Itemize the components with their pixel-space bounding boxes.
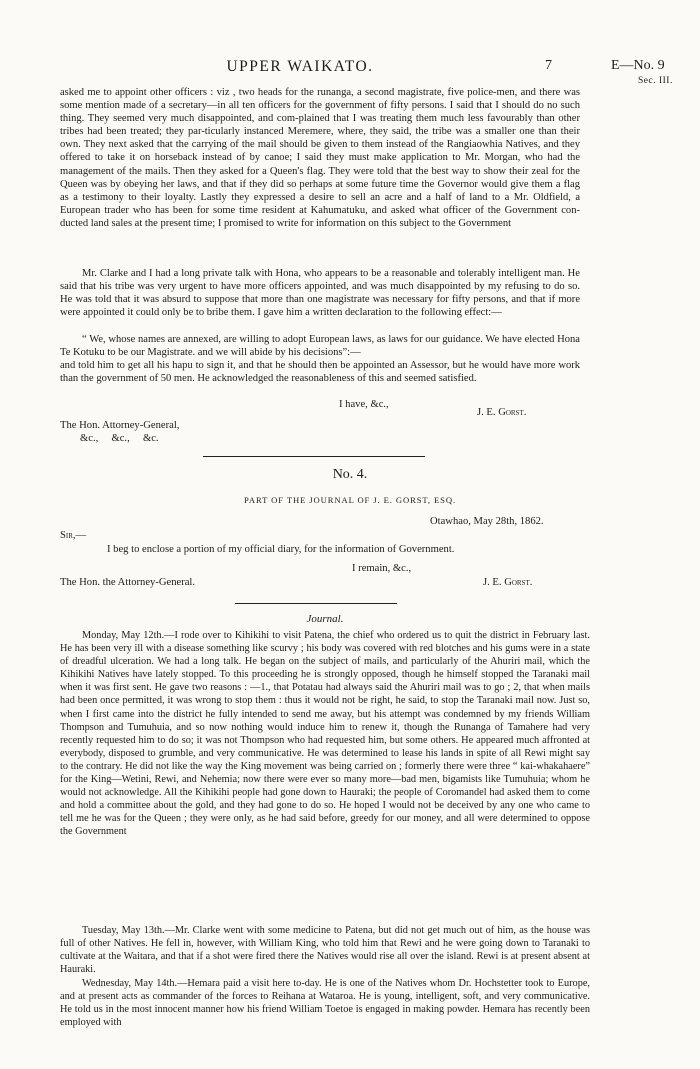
letter-paragraph-4: and told him to get all his hapu to sign it, and that he should then be appointed an Assessor, but he would have more work than the government of 50 men. He acknowledged the reasonableness of this and seemed satisfied. <box>60 360 580 385</box>
salutation: Sir,— <box>60 530 87 541</box>
section-number-heading: No. 4. <box>332 467 368 482</box>
section-subtitle: PART OF THE JOURNAL OF J. E. GORST, ESQ. <box>243 495 456 505</box>
addressee-line-1: The Hon. Attorney-General, <box>60 420 180 431</box>
running-header-title: UPPER WAIKATO. <box>226 58 374 75</box>
journal-heading: Journal. <box>306 613 344 625</box>
letter-paragraph-1: asked me to appoint other officers : viz , two heads for the runanga, a second magistrate, five police-men, and there was some mention made of a secretary—in all ten officers for the government of fifty persons. I said that I should do no such thing. They seemed very much disappointed, and com-plained that I was treating them much less favourably than other tribes had been treated; they par-ticularly instanced Meremere, where, they said, the tribe was a smaller one than their own. They next asked that the carrying of the mail should be given to them instead of the Rangiaowhia Natives, and they offered to take it on horseback instead of by canoe; I said they must make application to Mr. Morgan, who had the management of the mails. Then they asked for a Queen's flag. They were told that the best way to show their zeal for the Queen was by obeying her laws, and that if they did so perhaps at some future time the Governor would give them a flag as a testimony to their loyalty. Lastly they expressed a desire to sell an acre and a half of land to a Mr. Oldfield, a European trader who has been for some time resident at Kahumatuku, and asked what officer of the Government con-ducted land sales at the present time; I promised to write for information on this subject to the Government <box>60 87 580 229</box>
letter-closing: I have, &c., <box>339 399 389 410</box>
section-reference: Sec. III. <box>638 76 673 86</box>
declaration-quote: “ We, whose names are annexed, are willing to adopt European laws, as laws for our guidance. We have elected Hona Te Kotuku to be our Magistrate. and we will abide by his decisions”:— <box>60 334 580 359</box>
place-date: Otawhao, May 28th, 1862. <box>430 516 544 527</box>
journal-entry-monday: Monday, May 12th.—I rode over to Kihikihi to visit Patena, the chief who ordered us to quit the district in February last. He has been very ill with a disease something like scurvy ; his body was covered with red blotches and his gums were in a state of dreadful ulceration. We had a long talk. He began on the subject of mails, and particularly of the Ahuriri mail, which the Kihikihi Natives have lately stopped. To this proceeding he is strongly opposed, though he himself stopped the Taranaki mail when it was first sent. He gave two reasons : —1., that Potatau had always said the Ahuriri mail was to go ; 2, that when mails had been once permitted, it was wrong to stop them : thus it would not be right, he said, to stop the Taranaki mail now. Just so, when I first came into the district he fully intended to send me away, but his attempt was condemned by my friends William Thompson and Tumuhuia, and so now nothing would induce him to renew it, though the Runanga of Tamahere had very recently requested him to do so; it was not Thompson who had requested him, but some others. He appeared much affronted at everybody, disposed to grumble, and very communicative. He was determined to lease his lands in spite of all Rewi might say to the contrary. He did not like the way the King movement was being carried on ; formerly there were three “ kai-whakahaere” for the King—Wetini, Rewi, and Nehemia; now there were ever so many more—bad men, bigamists like Tumuhuia; whom he would not acknowledge. All the Kihikihi people had gone down to Hauraki; the people of Coromandel had asked them to come and hold a committee about the gold, and they had gone to do so. He hoped I would not be deceived by any one who came to tell me he was for the Queen ; they were only, as he had said before, greedy for our money, and all were determined to oppose the Government <box>60 630 590 838</box>
document-reference: E—No. 9 <box>611 58 665 73</box>
journal-entry-wednesday: Wednesday, May 14th.—Hemara paid a visit here to-day. He is one of the Natives whom Dr. Hochstetter took to Europe, and at present acts as commander of the forces to Reihana at Wataroa. He is young, intelligent, soft, and very communicative. He told us in the most innocent manner how his friend William Toetoe is engaged in making powder. Hemara has recently been employed with <box>60 978 590 1029</box>
journal-divider-rule <box>235 603 397 604</box>
covering-letter-body: I beg to enclose a portion of my official diary, for the information of Government. <box>107 544 455 555</box>
covering-letter-addressee: The Hon. the Attorney-General. <box>60 577 196 588</box>
covering-letter-closing: I remain, &c., <box>352 563 412 574</box>
page-number: 7 <box>545 58 552 73</box>
journal-entry-tuesday: Tuesday, May 13th.—Mr. Clarke went with some medicine to Patena, but did not get much out of him, as the house was full of other Natives. He fell in, however, with William King, who told him that Rewi and he were going down to Taranaki to cultivate at the Waitara, and that if a shot were fired there the Natives would rise all over the island. Rewi is at present absent at Hauraki. <box>60 925 590 976</box>
covering-letter-signature: J. E. Gorst. <box>483 577 533 588</box>
section-divider-rule <box>203 456 425 457</box>
letter-paragraph-2: Mr. Clarke and I had a long private talk with Hona, who appears to be a reasonable and tolerably intelligent man. He said that his tribe was very urgent to have more officers appointed, and was much disappointed by my refusing to do so. He was told that it was absurd to suppose that more than one magistrate was necessary for fifty persons, and that if more were appointed it could only be to bribe them. I gave him a written declaration to the following effect:— <box>60 268 580 319</box>
addressee-line-2: &c., &c., &c. <box>80 433 159 444</box>
letter-signature: J. E. Gorst. <box>477 407 527 418</box>
